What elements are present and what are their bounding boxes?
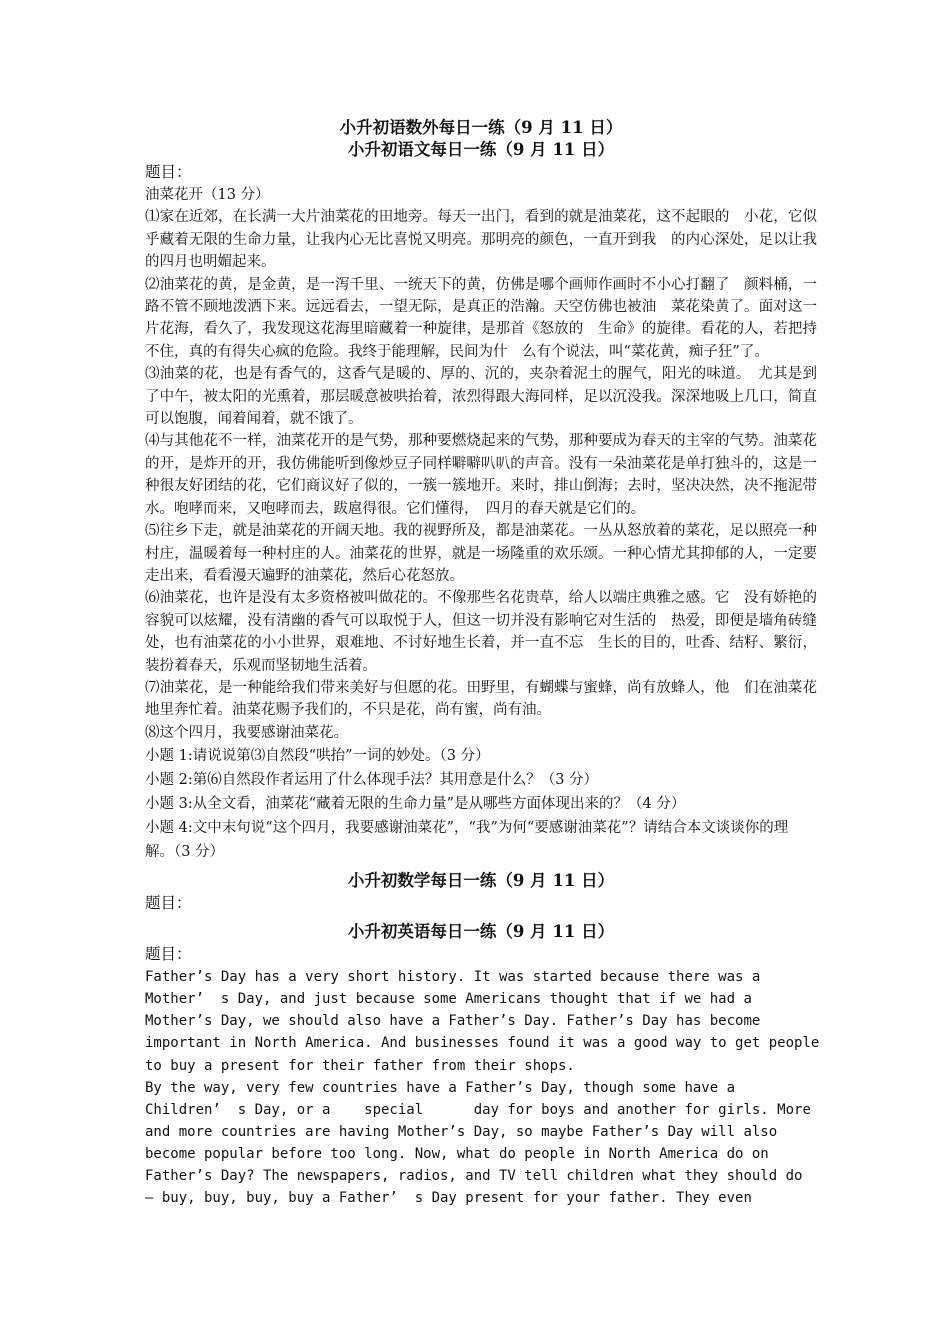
paragraph-3: ⑶油菜的花，也是有香气的，这香气是暖的、厚的、沉的，夹杂着泥土的腥气，阳光的味道。 尤其是到了中午，被太阳的光熏着，那层暖意被哄抬着，浓烈得跟大海同样，足以沉没我。深深地吸上几口，简直可以饱腹，闻着闻着，就不饿了。 [145, 366, 817, 428]
english-passage [145, 966, 820, 1209]
chinese-section-title: 小升初语文每日一练（9 月 11 日） [347, 140, 615, 159]
paragraph-8: ⑻这个四月，我要感谢油菜花。 [145, 724, 348, 741]
chinese-topic-label: 题目： [145, 163, 192, 181]
english-line: Father’s Day has a very short history. It was started because there was a [145, 969, 761, 986]
paragraph-1: ⑴家在近郊，在长满一大片油菜花的田地旁。每天一出门，看到的就是油菜花，这不起眼的 小花，它似乎藏着无限的生命力量，让我内心无比喜悦又明亮。那明亮的颜色，一直开到我 的内心深处，足以让我的四月也明媚起来。 [145, 209, 817, 271]
english-line: Mother’ s Day, and just because some Americans thought that if we had a [145, 991, 752, 1008]
english-line: Mother’s Day, we should also have a Father’s Day. Father’s Day has become [145, 1013, 761, 1030]
english-line: Children’ s Day, or a special day for boys and another for girls. More [145, 1101, 811, 1118]
paragraph-2: ⑵油菜花的黄，是金黄，是一泻千里、一统天下的黄，仿佛是哪个画师作画时不小心打翻了 颜料桶，一路不管不顾地泼洒下来。远远看去，一望无际，是真正的浩瀚。天空仿佛也被油 菜花染黄了。面对这一片花海，看久了，我发现这花海里暗藏着一种旋律，是那首《怒放的 生命》的旋律。看花的人，若把持不住，真的有得失心疯的危险。我终于能理解，民间为什 么有个说法，叫“菜花黄，痴子狂”了。 [145, 276, 817, 360]
question-4: 小题 4:文中末句说“这个四月，我要感谢油菜花”，“我”为何“要感谢油菜花”？请结合本文谈谈你的理解。（3 分） [145, 820, 789, 861]
question-1: 小题 1:请说说第⑶自然段“哄抬”一词的妙处。（3 分） [145, 748, 490, 765]
paragraph-4: ⑷与其他花不一样，油菜花开的是气势，那种要燃烧起来的气势，那种要成为春天的主宰的气势。油菜花的开，是炸开的开，我仿佛能听到像炒豆子同样噼噼叭叭的声音。没有一朵油菜花是单打独斗的，这是一种很友好团结的花，它们商议好了似的，一簇一簇地开。来时，排山倒海；去时，坚决决然，决不拖泥带水。咆哮而来，又咆哮而去，跋扈得很。它们懂得， 四月的春天就是它们的。 [145, 433, 817, 517]
english-line: become popular before too long. Now, what do people in North America do on [145, 1145, 769, 1162]
english-section-title: 小升初英语每日一练（9 月 11 日） [347, 922, 615, 942]
document-page [145, 117, 820, 1209]
question-2: 小题 2:第⑹自然段作者运用了什么体现手法？其用意是什么？（3 分） [145, 772, 599, 789]
math-topic-label: 题目： [145, 894, 192, 913]
english-line: By the way, very few countries have a Father’s Day, though some have a [145, 1079, 736, 1096]
english-line: Father’s Day? The newspapers, radios, and TV tell children what they should do [145, 1168, 803, 1184]
passage-title: 油菜花开（13 分） [145, 187, 270, 203]
paragraph-6: ⑹油菜花，也许是没有太多资格被叫做花的。不像那些名花贵草，给人以端庄典雅之感。它 没有娇艳的容貌可以炫耀，没有清幽的香气可以取悦于人，但这一切并没有影响它对生活的 热爱，即便是墙角砖缝处，也有油菜花的小小世界，艰难地、不讨好地生长着，并一直不忘 生长的目的，吐香、结籽、繁衍，装扮着春天，乐观而坚韧地生活着。 [145, 590, 817, 674]
main-title: 小升初语数外每日一练（9 月 11 日） [339, 118, 623, 137]
english-line: — buy, buy, buy, buy a Father’ s Day present for your father. They even [145, 1190, 752, 1207]
paragraph-5: ⑸往乡下走，就是油菜花的开阔天地。我的视野所及，都是油菜花。一丛从怒放着的菜花，足以照亮一种村庄，温暖着每一种村庄的人。油菜花的世界，就是一场隆重的欢乐颂。一种心情尤其抑郁的人，一定要走出来，看看漫天遍野的油菜花，然后心花怒放。 [145, 523, 817, 584]
question-3: 小题 3:从全文看，油菜花“藏着无限的生命力量”是从哪些方面体现出来的？（4 分） [145, 796, 686, 813]
english-line: to buy a present for their father from their shops. [145, 1057, 575, 1074]
english-line: important in North America. And businesses found it was a good way to get people [145, 1035, 820, 1052]
math-section-title: 小升初数学每日一练（9 月 11 日） [347, 871, 615, 891]
paragraph-7: ⑺油菜花，是一种能给我们带来美好与但愿的花。田野里，有蝴蝶与蜜蜂，尚有放蜂人，他 们在油菜花地里奔忙着。油菜花赐予我们的，不只是花，尚有蜜，尚有油。 [145, 679, 817, 719]
english-topic-label: 题目： [145, 945, 192, 964]
english-line: and more countries are having Mother’s Day, so maybe Father’s Day will also [145, 1123, 778, 1140]
